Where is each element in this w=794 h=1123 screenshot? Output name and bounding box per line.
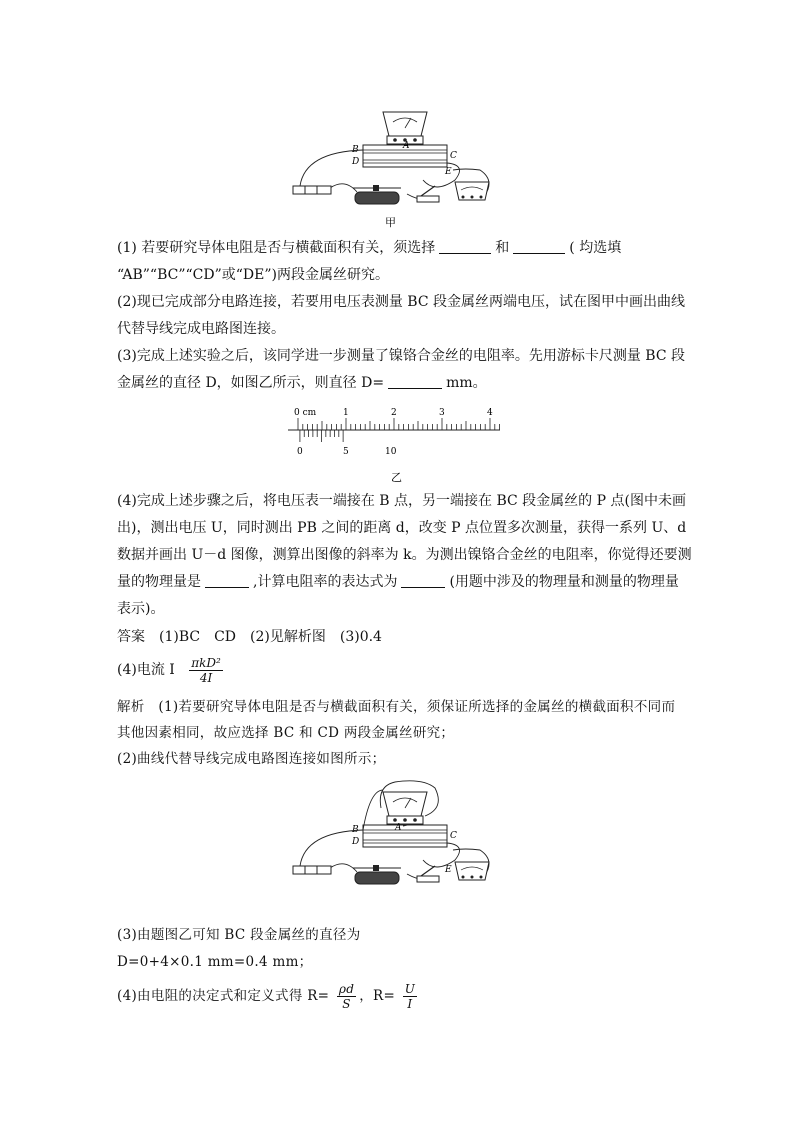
vernier-label-5: 5 (343, 447, 349, 457)
label-e: E (445, 167, 452, 177)
main-scale-label-3: 3 (439, 408, 445, 418)
resistivity-fraction: $\frac{\text{πkD²}}{4I}$ (191, 655, 221, 685)
question-2-line-1: (2)现已完成部分电路连接，若要用电压表测量 BC 段金属丝两端电压，试在图甲中画出曲线 (117, 294, 685, 310)
solution-label: 解析 (117, 699, 145, 715)
voltmeter-icon (383, 792, 427, 824)
label-a: A (403, 141, 410, 151)
answer-blank-1a[interactable] (439, 238, 491, 254)
voltmeter-icon (383, 112, 427, 144)
solution-line-3: (2)曲线代替导线完成电路图连接如图所示； (117, 751, 386, 767)
main-scale-label-4: 4 (487, 408, 493, 418)
answer-blank-4a[interactable] (205, 572, 249, 588)
answer-blank-3[interactable] (388, 373, 442, 389)
label-d: D (352, 157, 360, 167)
battery-icon (293, 866, 331, 874)
rheostat-icon (353, 185, 401, 204)
main-scale-label-1: 1 (343, 408, 349, 418)
resistance-fraction-ohm: $\frac{U}{I}$ (404, 982, 416, 1011)
answer-line-2: (4)电流 I $\frac{\text{πkD²}}{4I}$ (117, 655, 221, 685)
label-c-sol: C (450, 831, 457, 841)
switch-icon (417, 186, 439, 202)
ammeter-icon (455, 862, 489, 880)
label-b-sol: B (352, 825, 359, 835)
label-b: B (352, 145, 359, 155)
circuit-figure-solution (285, 778, 495, 906)
answer-label: 答案 (117, 629, 145, 645)
rheostat-icon (353, 865, 401, 884)
answer-blank-1b[interactable] (513, 238, 565, 254)
question-3-line-2: 金属丝的直径 D，如图乙所示，则直径 D= mm。 (117, 375, 487, 391)
vernier-scale-ticks (300, 430, 343, 442)
question-4-line-4: 量的物理量是 ,计算电阻率的表达式为 (用题中涉及的物理量和测量的物理量 (117, 574, 679, 590)
question-4-line-1: (4)完成上述步骤之后，将电压表一端接在 B 点，另一端接在 BC 段金属丝的 P 点(图中未画 (117, 493, 686, 509)
solution-line-4: (3)由题图乙可知 BC 段金属丝的直径为 (117, 927, 361, 943)
circuit-figure-jia (285, 100, 495, 230)
main-scale-label-2: 2 (391, 408, 397, 418)
label-a-sol: A (395, 823, 402, 833)
switch-icon (417, 866, 439, 882)
solution-line-6: (4)由电阻的决定式和定义式得 R= $\frac{\rho d}{S}$ ，R= $\frac{U}{I}$ (117, 982, 416, 1011)
ammeter-icon (455, 182, 489, 200)
question-1-line-2: “AB”“BC”“CD”或“DE”)两段金属丝研究。 (117, 267, 389, 283)
question-3-line-1: (3)完成上述实验之后，该同学进一步测量了镍铬合金丝的电阻率。先用游标卡尺测量 BC 段 (117, 348, 685, 364)
label-e-sol: E (445, 865, 452, 875)
question-4-line-5: 表示)。 (117, 601, 165, 617)
label-c: C (450, 151, 457, 161)
question-2-line-2: 代替导线完成电路图连接。 (117, 321, 285, 337)
question-4-line-3: 数据并画出 U－d 图像，测算出图像的斜率为 k。为测出镍铬合金丝的电阻率，你觉得还要测 (117, 547, 692, 563)
solution-line-5: D=0+4×0.1 mm=0.4 mm； (117, 954, 313, 970)
main-scale-ticks (298, 418, 500, 430)
answer-blank-4b[interactable] (401, 572, 445, 588)
vernier-caliper-figure-yi (288, 402, 508, 486)
resistance-fraction-rho: $\frac{\rho d}{S}$ (338, 982, 355, 1011)
solution-line-2: 其他因素相同，故应选择 BC 和 CD 两段金属丝研究； (117, 725, 455, 741)
question-4-line-2: 出)，测出电压 U，同时测出 PB 之间的距离 d，改变 P 点位置多次测量，获得一系列 U、d (117, 520, 687, 536)
caption-yi: 乙 (391, 471, 402, 484)
vernier-label-10: 10 (385, 447, 397, 457)
caption-jia: 甲 (385, 216, 396, 229)
battery-icon (293, 186, 331, 194)
solution-line-1: 解析 (1)若要研究导体电阻是否与横截面积有关，须保证所选择的金属丝的横截面积不同而 (117, 699, 676, 715)
label-d-sol: D (352, 837, 360, 847)
answer-line-1: 答案 (1)BC CD (2)见解析图 (3)0.4 (117, 629, 382, 645)
main-scale-unit: 0 cm (294, 408, 317, 418)
vernier-label-0: 0 (297, 447, 303, 457)
question-1-line-1: (1) 若要研究导体电阻是否与横截面积有关，须选择 和 ( 均选填 (117, 240, 622, 256)
